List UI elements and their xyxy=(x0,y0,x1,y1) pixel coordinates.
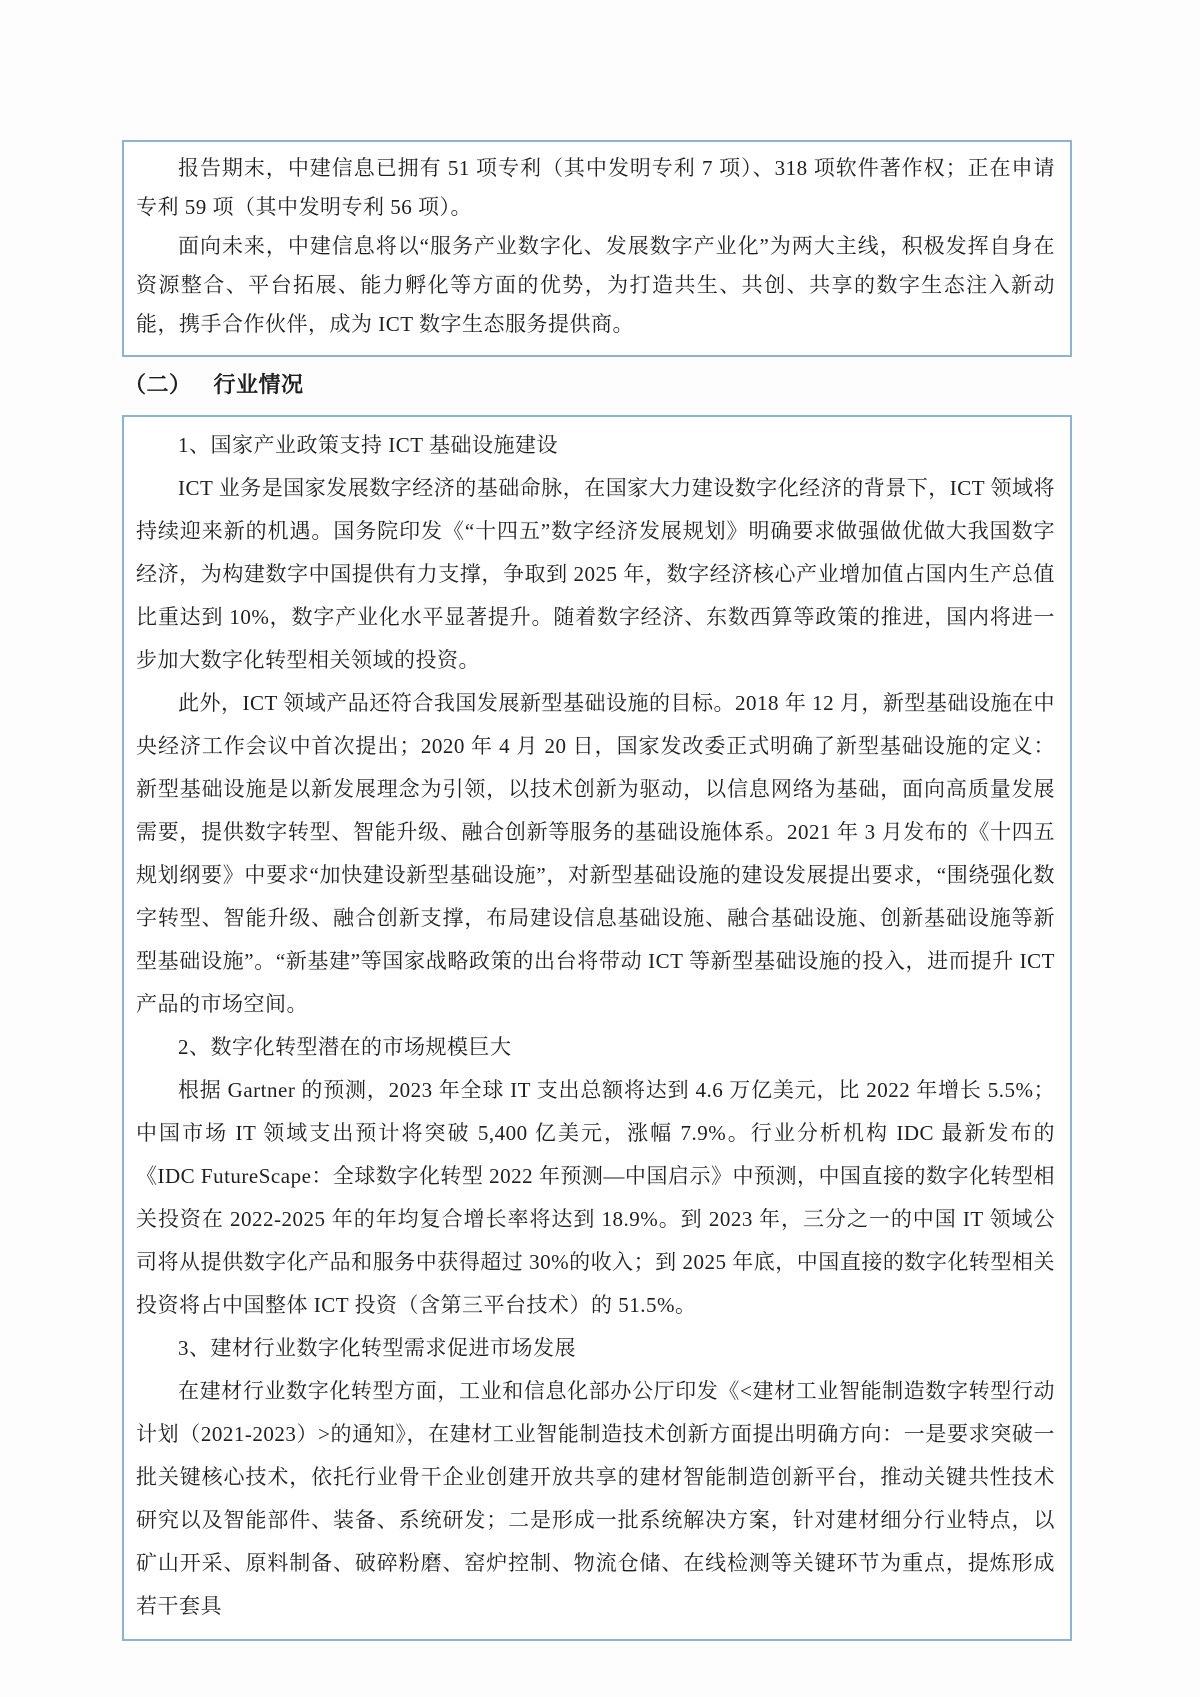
company-summary-box xyxy=(122,140,1072,357)
industry-overview-box xyxy=(122,415,1072,1641)
section-heading xyxy=(124,369,1072,401)
paragraph: 报告期末，中建信息已拥有 51 项专利（其中发明专利 7 项）、318 项软件著作权；正在申请专利 59 项（其中发明专利 56 项）。 xyxy=(136,156,1055,219)
subsection-heading: 2、数字化转型潜在的市场规模巨大 xyxy=(178,1035,512,1059)
paragraph: ICT 业务是国家发展数字经济的基础命脉，在国家大力建设数字化经济的背景下，ICT 领域将持续迎来新的机遇。国务院印发《“十四五”数字经济发展规划》明确要求做强做优做大我国数字经济，为构建数字中国提供有力支撑，争取到 2025 年，数字经济核心产业增加值占国内生产总值比重达到 10%，数字产业化水平显著提升。随着数字经济、东数西算等政策的推进，国内将进一步加大数字化转型相关领域的投资。 xyxy=(136,476,1055,672)
page-content xyxy=(122,0,1072,1641)
section-number: （二） xyxy=(124,372,192,397)
subsection-heading: 3、建材行业数字化转型需求促进市场发展 xyxy=(178,1336,576,1360)
paragraph: 此外，ICT 领域产品还符合我国发展新型基础设施的目标。2018 年 12 月，新型基础设施在中央经济工作会议中首次提出；2020 年 4 月 20 日，国家发改委正式明确了新型基础设施的定义：新型基础设施是以新发展理念为引领，以技术创新为驱动，以信息网络为基础，面向高质量发展需要，提供数字转型、智能升级、融合创新等服务的基础设施体系。2021 年 3 月发布的《十四五规划纲要》中要求“加快建设新型基础设施”，对新型基础设施的建设发展提出要求，“围绕强化数字转型、智能升级、融合创新支撑，布局建设信息基础设施、融合基础设施、创新基础设施等新型基础设施”。“新基建”等国家战略政策的出台将带动 ICT 等新型基础设施的投入，进而提升 ICT 产品的市场空间。 xyxy=(136,691,1055,1016)
section-title: 行业情况 xyxy=(213,372,304,397)
paragraph: 面向未来，中建信息将以“服务产业数字化、发展数字产业化”为两大主线，积极发挥自身在资源整合、平台拓展、能力孵化等方面的优势，为打造共生、共创、共享的数字生态注入新动能，携手合作伙伴，成为 ICT 数字生态服务提供商。 xyxy=(136,234,1055,336)
paragraph: 根据 Gartner 的预测，2023 年全球 IT 支出总额将达到 4.6 万亿美元，比 2022 年增长 5.5%；中国市场 IT 领域支出预计将突破 5,400 亿美元，涨幅 7.9%。行业分析机构 IDC 最新发布的《IDC FutureScape：全球数字化转型 2022 年预测—中国启示》中预测，中国直接的数字化转型相关投资在 2022-2025 年的年均复合增长率将达到 18.9%。到 2023 年，三分之一的中国 IT 领域公司将从提供数字化产品和服务中获得超过 30%的收入；到 2025 年底，中国直接的数字化转型相关投资将占中国整体 ICT 投资（含第三平台技术）的 51.5%。 xyxy=(136,1078,1055,1317)
paragraph: 在建材行业数字化转型方面，工业和信息化部办公厅印发《<建材工业智能制造数字转型行动计划（2021-2023）>的通知》，在建材工业智能制造技术创新方面提出明确方向：一是要求突破一批关键核心技术，依托行业骨干企业创建开放共享的建材智能制造创新平台，推动关键共性技术研究以及智能部件、装备、系统研发；二是形成一批系统解决方案，针对建材细分行业特点，以矿山开采、原料制备、破碎粉磨、窑炉控制、物流仓储、在线检测等关键环节为重点，提炼形成若干套具 xyxy=(136,1379,1055,1618)
subsection-heading: 1、国家产业政策支持 ICT 基础设施建设 xyxy=(178,433,558,457)
